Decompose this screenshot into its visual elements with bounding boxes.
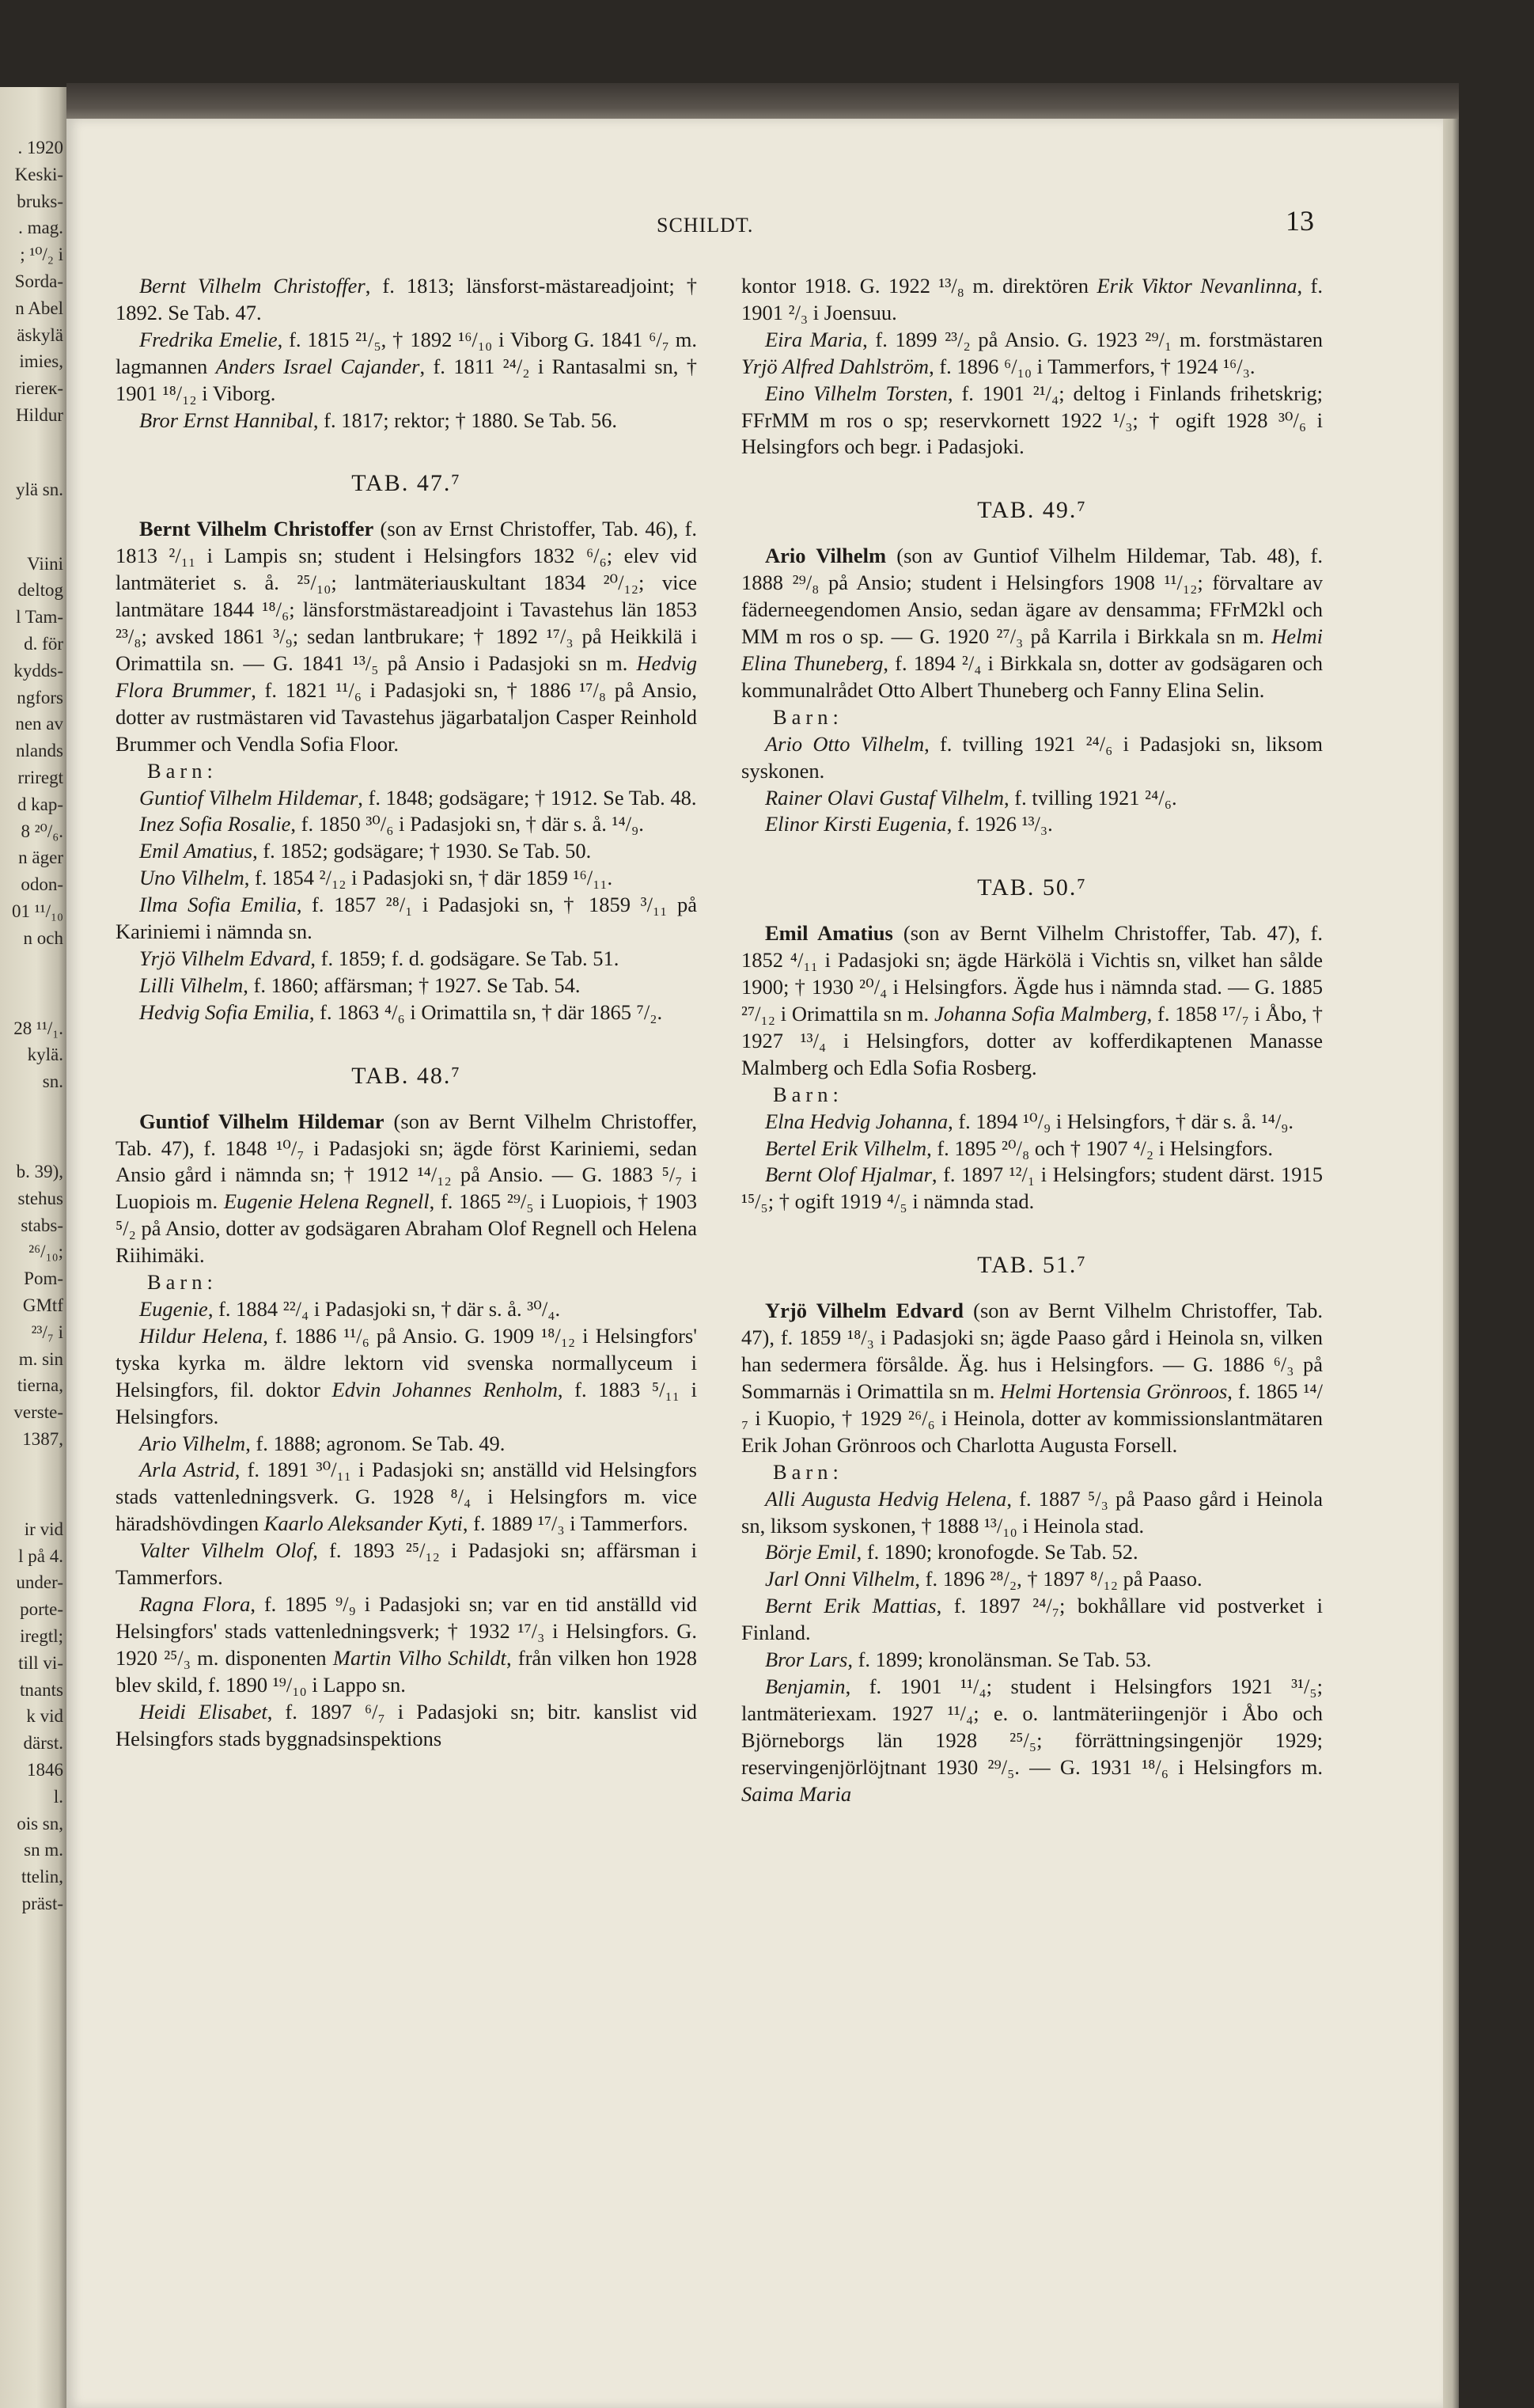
left-page-fragment: rriregt [17, 768, 63, 787]
left-page-fragment: imies, [19, 351, 63, 372]
left-page-fragment: ttelin, [21, 1867, 63, 1887]
family-entry: Benjamin, f. 1901 ¹¹/₄; student i Helsingfors 1921 ³¹/₅; lantmäteriexam. 1927 ¹¹/₄; e. o. lantmäteriingenjör i Åbo och Björneborgs län 1928 ²⁵/₅; förrättningsingenjör 1929; reservingenjörlöjtnant 1930 ²⁹/₅. — G. 1931 ¹⁸/₆ i Helsingfors m. Saima Maria [741, 1674, 1323, 1806]
left-page-fragment: n och [23, 927, 63, 948]
entry-continuation: kontor 1918. G. 1922 ¹³/₈ m. direktören Erik Viktor Nevanlinna, f. 1901 ²/₃ i Joensuu. [741, 274, 1323, 324]
left-page-fragment: l på 4. [18, 1545, 63, 1566]
left-page-fragment: riereк- [15, 378, 63, 399]
family-entry: Bernt Vilhelm Christoffer, f. 1813; länsforst-mästareadjoint; † 1892. Se Tab. 47. [116, 274, 697, 324]
family-entry: Eugenie, f. 1884 ²²/₄ i Padasjoki sn, † där s. å. ³⁰/₄. [139, 1297, 561, 1321]
left-page-fragment: stabs- [21, 1215, 63, 1235]
left-page-fragment: sn m. [24, 1840, 63, 1860]
biography-entry: Guntiof Vilhelm Hildemar (son av Bernt Vilhelm Christoffer, Tab. 47), f. 1848 ¹⁰/₇ i Padasjoki sn; ägde först Kariniemi, sedan Ansio gård i nämnda sn; † 1912 ¹⁴/₁₂ på Ansio. — G. 1883 ⁵/₇ i Luopiois m. Eugenie Helena Regnell, f. 1865 ²⁹/₅ i Luopiois, † 1903 ⁵/₂ på Ansio, dotter av godsägaren Abraham Olof Regnell och Helena Riihimäki. [116, 1109, 697, 1268]
left-page-fragment: m. sin [18, 1348, 63, 1369]
left-page-fragment: deltog [17, 580, 63, 601]
table-heading: TAB. 49.⁷ [977, 497, 1087, 524]
left-page-fragment: präst- [21, 1894, 63, 1913]
family-entry: Inez Sofia Rosalie, f. 1850 ³⁰/₆ i Padasjoki sn, † där s. å. ¹⁴/₉. [139, 812, 644, 836]
biography-entry: Emil Amatius (son av Bernt Vilhelm Christoffer, Tab. 47), f. 1852 ⁴/₁₁ i Padasjoki sn; ägde Härkölä i Vichtis sn, vilket han sålde 1900; † 1930 ²⁰/₄ i Helsingfors. Ägde hus i nämnda stad. — G. 1885 ²⁷/₁₂ i Orimattila sn m. Johanna Sofia Malmberg, f. 1858 ¹⁷/₇ i Åbo, † 1927 ¹³/₄ i Helsingfors, dotter av kofferdikaptenen Manasse Malmberg och Edla Sofia Rosberg. [741, 921, 1323, 1079]
left-page-fragment: l. [53, 1786, 63, 1807]
left-page-fragment: äskylä [17, 324, 63, 345]
children-heading: Barn: [773, 704, 843, 729]
children-heading: Barn: [147, 1270, 218, 1295]
family-entry: Yrjö Vilhelm Edvard, f. 1859; f. d. godsägare. Se Tab. 51. [139, 946, 619, 970]
left-page-fragment: Hildur [15, 405, 63, 425]
left-page-edge [0, 87, 66, 2408]
family-entry: Ario Vilhelm, f. 1888; agronom. Se Tab. 49. [139, 1431, 506, 1455]
family-entry: Valter Vilhelm Olof, f. 1893 ²⁵/₁₂ i Padasjoki sn; affärsman i Tammerfors. [116, 1538, 697, 1590]
left-page-fragment: . 1920 [17, 138, 63, 157]
family-entry: Bernt Erik Mattias, f. 1897 ²⁴/₇; bokhållare vid postverket i Finland. [741, 1594, 1323, 1645]
left-page-fragment: l Tam- [16, 607, 63, 628]
left-page-fragment: n äger [18, 848, 63, 868]
left-page-fragment: 1846 [27, 1760, 63, 1780]
left-page-fragment: ²³/₇ i [31, 1322, 63, 1342]
family-entry: Eino Vilhelm Torsten, f. 1901 ²¹/₄; deltog i Finlands frihetskrig; FFrMM m ros o sp; reservkornett 1922 ¹/₃; † ogift 1928 ³⁰/₆ i Helsingfors och begr. i Padasjoki. [741, 381, 1323, 459]
left-page-fragment: ir vid [24, 1519, 63, 1539]
left-page-fragment: porte- [20, 1599, 63, 1620]
left-page-fragment: tnants [20, 1679, 63, 1700]
family-entry: Fredrika Emelie, f. 1815 ²¹/₅, † 1892 ¹⁶/₁₀ i Viborg G. 1841 ⁶/₇ m. lagmannen Anders Israel Cajander, f. 1811 ²⁴/₂ i Rantasalmi sn, † 1901 ¹⁸/₁₂ i Viborg. [116, 327, 698, 405]
left-page-fragment: 8 ²⁰/₆. [21, 821, 63, 841]
left-page-fragment: n Abel [15, 298, 63, 318]
children-heading: Barn: [147, 758, 218, 783]
left-page-fragment: verste- [13, 1402, 63, 1423]
left-page-fragment: kydds- [13, 660, 63, 681]
left-page-fragment: Viini [27, 553, 63, 574]
left-page-fragment: Sorda- [14, 271, 63, 291]
page-edge [1443, 119, 1459, 2408]
family-entry: Elna Hedvig Johanna, f. 1894 ¹⁰/₉ i Helsingfors, † där s. å. ¹⁴/₉. [765, 1109, 1294, 1133]
family-entry: Uno Vilhelm, f. 1854 ²/₁₂ i Padasjoki sn, † där 1859 ¹⁶/₁₁. [139, 866, 613, 890]
family-entry: Arla Astrid, f. 1891 ³⁰/₁₁ i Padasjoki sn; anställd vid Helsingfors stads vattenledningsverk. G. 1928 ⁸/₄ i Helsingfors m. vice häradshövdingen Kaarlo Aleksander Kyti, f. 1889 ¹⁷/₃ i Tammerfors. [116, 1458, 697, 1536]
left-page-fragment: till vi- [18, 1652, 63, 1673]
biography-entry: Ario Vilhelm (son av Guntiof Vilhelm Hildemar, Tab. 48), f. 1888 ²⁹/₈ på Ansio; student i Helsingfors 1908 ¹¹/₁₂; förvaltare av fäderneegendomen Ansio, sedan ägare av densamma; FFrM2kl och MM m ros o sp. — G. 1920 ²⁷/₃ på Karrila i Birkkala sn m. Helmi Elina Thuneberg, f. 1894 ²/₄ i Birkkala sn, dotter av godsägaren och kommunalrådet Otto Albert Thuneberg och Fanny Elina Selin. [741, 544, 1323, 702]
family-entry: Bernt Olof Hjalmar, f. 1897 ¹²/₁ i Helsingfors; student därst. 1915 ¹⁵/₅; † ogift 1919 ⁴/₅ i nämnda stad. [741, 1162, 1323, 1214]
left-page-fragment: ngfors [17, 687, 63, 707]
table-heading: TAB. 50.⁷ [977, 874, 1087, 901]
left-page-fragment: 28 ¹¹/₁. [13, 1018, 63, 1038]
left-page-fragment: bruks- [17, 191, 63, 211]
left-page-fragment: Keski- [14, 164, 63, 184]
left-page-fragment: nen av [15, 714, 63, 734]
family-entry: Elinor Kirsti Eugenia, f. 1926 ¹³/₃. [765, 812, 1053, 836]
left-page-fragment: b. 39), [16, 1162, 63, 1181]
family-entry: Rainer Olavi Gustaf Vilhelm, f. tvilling 1921 ²⁴/₆. [765, 785, 1177, 810]
left-page-fragment: 1387, [22, 1429, 63, 1449]
family-entry: Emil Amatius, f. 1852; godsägare; † 1930. Se Tab. 50. [139, 839, 592, 863]
left-page-fragment: Pom- [24, 1268, 63, 1289]
left-page-fragment: d. för [24, 634, 63, 654]
family-entry: Ilma Sofia Emilia, f. 1857 ²⁸/₁ i Padasjoki sn, † 1859 ³/₁₁ på Kariniemi i nämnda sn. [116, 893, 697, 944]
right-column [741, 273, 1323, 1808]
left-page-fragment: nlands [15, 741, 63, 761]
left-page-fragment: ois sn, [17, 1813, 63, 1833]
children-heading: Barn: [773, 1459, 843, 1484]
family-entry: Alli Augusta Hedvig Helena, f. 1887 ⁵/₃ på Paaso gård i Heinola sn, liksom syskonen, † 1888 ¹³/₁₀ i Heinola stad. [741, 1486, 1323, 1538]
table-heading: TAB. 48.⁷ [351, 1062, 461, 1089]
family-entry: Lilli Vilhelm, f. 1860; affärsman; † 1927. Se Tab. 54. [139, 973, 581, 997]
family-entry: Hedvig Sofia Emilia, f. 1863 ⁴/₆ i Orimattila sn, † där 1865 ⁷/₂. [139, 999, 663, 1024]
left-page-fragment: k vid [26, 1706, 63, 1727]
biography-entry: Bernt Vilhelm Christoffer (son av Ernst Christoffer, Tab. 46), f. 1813 ²/₁₁ i Lampis sn; student i Helsingfors 1832 ⁶/₆; elev vid lantmäteriet s. å. ²⁵/₁₀; lantmäteriauskultant 1834 ²⁰/₁₂; vice lantmätare 1844 ¹⁸/₆; länsforstmästareadjoint i Tavastehus län 1853 ²³/₈; avsked 1861 ³/₉; sedan lantbrukare; † 1892 ¹⁷/₃ på Heikkilä i Orimattila sn. — G. 1841 ¹³/₅ på Ansio i Padasjoki sn m. Hedvig Flora Brummer, f. 1821 ¹¹/₆ i Padasjoki sn, † 1886 ¹⁷/₈ på Ansio, dotter av rustmästaren vid Tavastehus jägarbataljon Casper Reinhold Brummer och Vendla Sofia Floor. [116, 517, 697, 756]
running-header: SCHILDT. [657, 214, 754, 237]
left-page-fragment: sn. [42, 1071, 63, 1092]
family-entry: Bertel Erik Vilhelm, f. 1895 ²⁰/₈ och † 1907 ⁴/₂ i Helsingfors. [765, 1136, 1273, 1160]
left-page-fragment: GMtf [22, 1295, 63, 1315]
left-page-fragment: odon- [21, 874, 63, 895]
book-binding [66, 83, 1459, 119]
left-page-fragment: därst. [23, 1733, 63, 1754]
left-page-fragment: ylä sn. [15, 479, 63, 499]
family-entry: Hildur Helena, f. 1886 ¹¹/₆ på Ansio. G. 1909 ¹⁸/₁₂ i Helsingfors' tyska kyrka m. äldre lektorn vid svenska normallyceum i Helsingfors, fil. doktor Edvin Johannes Renholm, f. 1883 ⁵/₁₁ i Helsingfors. [116, 1323, 697, 1428]
biography-entry: Yrjö Vilhelm Edvard (son av Bernt Vilhelm Christoffer, Tab. 47), f. 1859 ¹⁸/₃ i Padasjoki sn; ägde Paaso gård i Heinola sn, vilken han sedermera försålde. Äg. hus i Helsingfors. — G. 1886 ⁶/₃ på Sommarnäs i Orimattila sn m. Helmi Hortensia Grönroos, f. 1865 ¹⁴/₇ i Kuopio, † 1929 ²⁶/₆ i Heinola, dotter av kommissionslantmätaren Erik Johan Grönroos och Charlotta Augusta Forsell. [741, 1299, 1323, 1457]
left-page-fragment: 01 ¹¹/₁₀ [12, 901, 63, 921]
left-page-fragment: . mag. [18, 218, 63, 238]
left-page-fragment: ; ¹⁰/₂ i [20, 245, 63, 265]
family-entry: Bror Ernst Hannibal, f. 1817; rektor; † 1880. Se Tab. 56. [139, 408, 617, 432]
left-page-fragment: under- [16, 1572, 63, 1593]
left-page-fragment: stehus [17, 1188, 63, 1208]
left-page-fragment: tierna, [17, 1375, 63, 1396]
left-page-fragment: ²⁶/₁₀; [28, 1242, 63, 1262]
page-number: 13 [1286, 205, 1314, 237]
left-column [116, 273, 697, 1752]
left-page-fragment: d kap- [17, 794, 63, 814]
family-entry: Ario Otto Vilhelm, f. tvilling 1921 ²⁴/₆ i Padasjoki sn, liksom syskonen. [741, 731, 1323, 783]
family-entry: Bror Lars, f. 1899; kronolänsman. Se Tab. 53. [765, 1648, 1152, 1672]
left-page-fragment: iregtl; [20, 1626, 63, 1646]
family-entry: Guntiof Vilhelm Hildemar, f. 1848; godsägare; † 1912. Se Tab. 48. [139, 785, 697, 810]
table-heading: TAB. 47.⁷ [351, 470, 461, 497]
family-entry: Heidi Elisabet, f. 1897 ⁶/₇ i Padasjoki sn; bitr. kanslist vid Helsingfors stads byggnadsinspektions [116, 1699, 697, 1750]
children-heading: Barn: [773, 1082, 843, 1106]
left-page-fragment: kylä. [27, 1045, 63, 1065]
table-heading: TAB. 51.⁷ [977, 1252, 1087, 1279]
family-entry: Börje Emil, f. 1890; kronofogde. Se Tab. 52. [765, 1540, 1138, 1564]
family-entry: Ragna Flora, f. 1895 ⁹/₉ i Padasjoki sn; var en tid anställd vid Helsingfors' stads vattenledningsverk; † 1932 ¹⁷/₃ i Helsingfors. G. 1920 ²⁵/₃ m. disponenten Martin Vilho Schildt, från vilken hon 1928 blev skild, f. 1890 ¹⁹/₁₀ i Lappo sn. [116, 1591, 697, 1697]
family-entry: Eira Maria, f. 1899 ²³/₂ på Ansio. G. 1923 ²⁹/₁ m. forstmästaren Yrjö Alfred Dahlström, f. 1896 ⁶/₁₀ i Tammerfors, † 1924 ¹⁶/₃. [741, 327, 1323, 378]
family-entry: Jarl Onni Vilhelm, f. 1896 ²⁸/₂, † 1897 ⁸/₁₂ på Paaso. [765, 1567, 1203, 1591]
